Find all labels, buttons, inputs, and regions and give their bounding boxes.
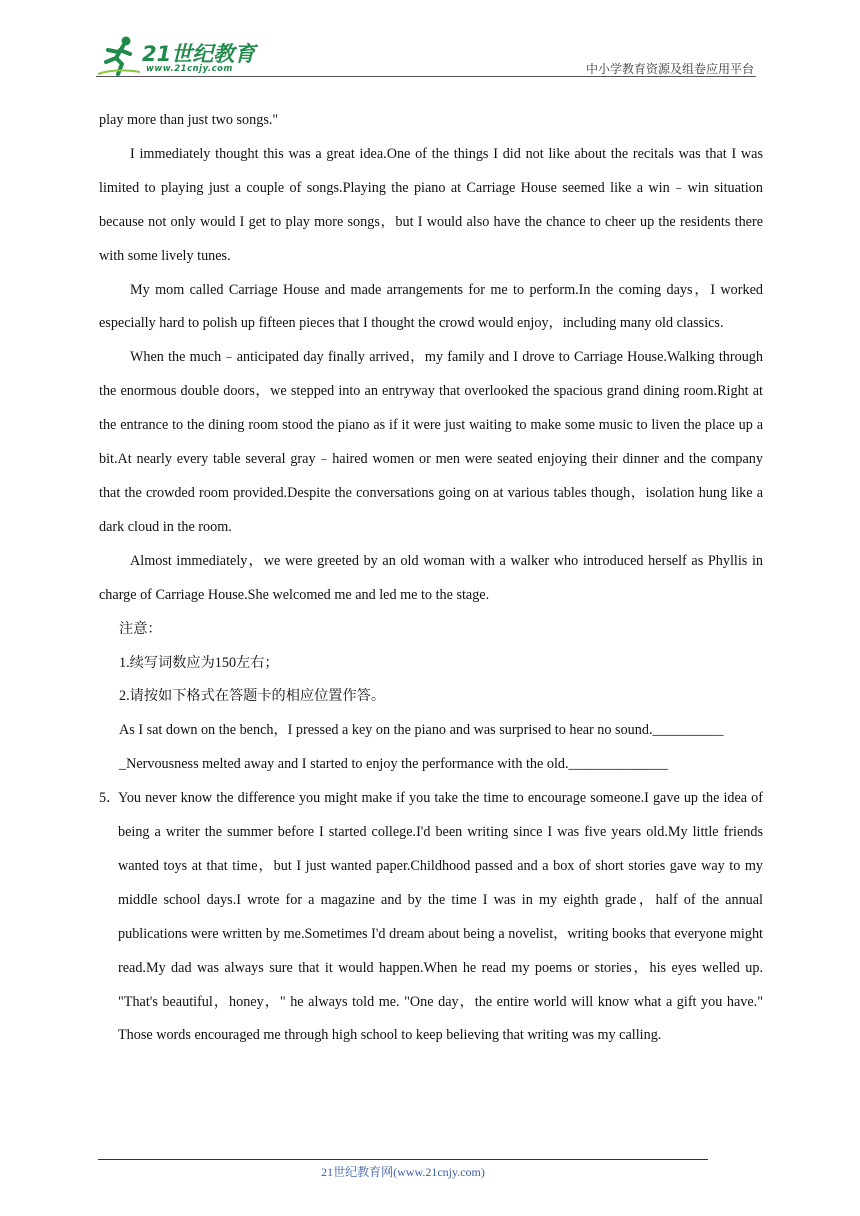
- document-body: [99, 104, 763, 1053]
- footer-divider: [98, 1159, 708, 1160]
- footer-text: 21世纪教育网(www.21cnjy.com): [321, 1165, 485, 1179]
- site-logo: [96, 34, 266, 78]
- page-header: [96, 30, 756, 78]
- logo-text: 21世纪教育: [142, 42, 256, 66]
- note-item: 2.请按如下格式在答题卡的相应位置作答。: [119, 688, 386, 705]
- question-5: [99, 782, 763, 1053]
- continuation-prompt-1: As I sat down on the bench，I pressed a key on the piano and was surprised to hear no sound.__________: [119, 722, 724, 739]
- paragraph: When the much﹣anticipated day finally arrived，my family and I drove to Carriage House.Walking through the enormous double doors，we stepped into an entryway that overlooked the spacious grand dining room.Right at the entrance to the dining room stood the piano as if it were just waiting to make some music to liven the place up a bit.At nearly every table several gray﹣haired women or men were seated enjoying their dinner and the company that the crowded room provided.Despite the conversations going on at various tables though，isolation hung like a dark cloud in the room.: [99, 349, 763, 535]
- paragraph: play more than just two songs.": [99, 112, 279, 128]
- header-divider: [96, 76, 756, 77]
- paragraph: I immediately thought this was a great idea.One of the things I did not like about the recitals was that I was limited to playing just a couple of songs.Playing the piano at Carriage House seemed like a win﹣win situation because not only would I get to play more songs，but I would also have the chance to cheer up the residents there with some lively tunes.: [99, 145, 763, 264]
- paragraph: Almost immediately，we were greeted by an old woman with a walker who introduced herself as Phyllis in charge of Carriage House.She welcomed me and led me to the stage.: [99, 552, 763, 603]
- platform-name: 中小学教育资源及组卷应用平台: [585, 62, 754, 76]
- question-number: 5．: [99, 790, 121, 807]
- note-item: 1.续写词数应为150左右；: [119, 654, 279, 671]
- logo-url: www.21cnjy.com: [146, 64, 233, 74]
- note-heading: 注意：: [119, 620, 162, 637]
- runner-logo-icon: [96, 34, 144, 78]
- paragraph: My mom called Carriage House and made arrangements for me to perform.In the coming days，I worked especially hard to polish up fifteen pieces that I thought the crowd would enjoy，including many old classics.: [99, 281, 763, 332]
- question-text: You never know the difference you might make if you take the time to encourage someone.I gave up the idea of being a writer the summer before I started college.I'd been writing since I was five years old.My little friends wanted toys at that time，but I just wanted paper.Childhood passed and a box of short stories gave way to my middle school days.I wrote for a magazine and by the time I was in my eighth grade，half of the annual publications were written by me.Sometimes I'd dream about being a novelist，writing books that everyone might read.My dad was always sure that it would happen.When he read my poems or stories，his eyes welled up. "That's beautiful，honey，" he always told me. "One day，the entire world will know what a gift you have." Those words encouraged me through high school to keep believing that writing was my calling.: [118, 790, 763, 1044]
- continuation-prompt-2: _Nervousness melted away and I started to enjoy the performance with the old.______________: [119, 756, 668, 773]
